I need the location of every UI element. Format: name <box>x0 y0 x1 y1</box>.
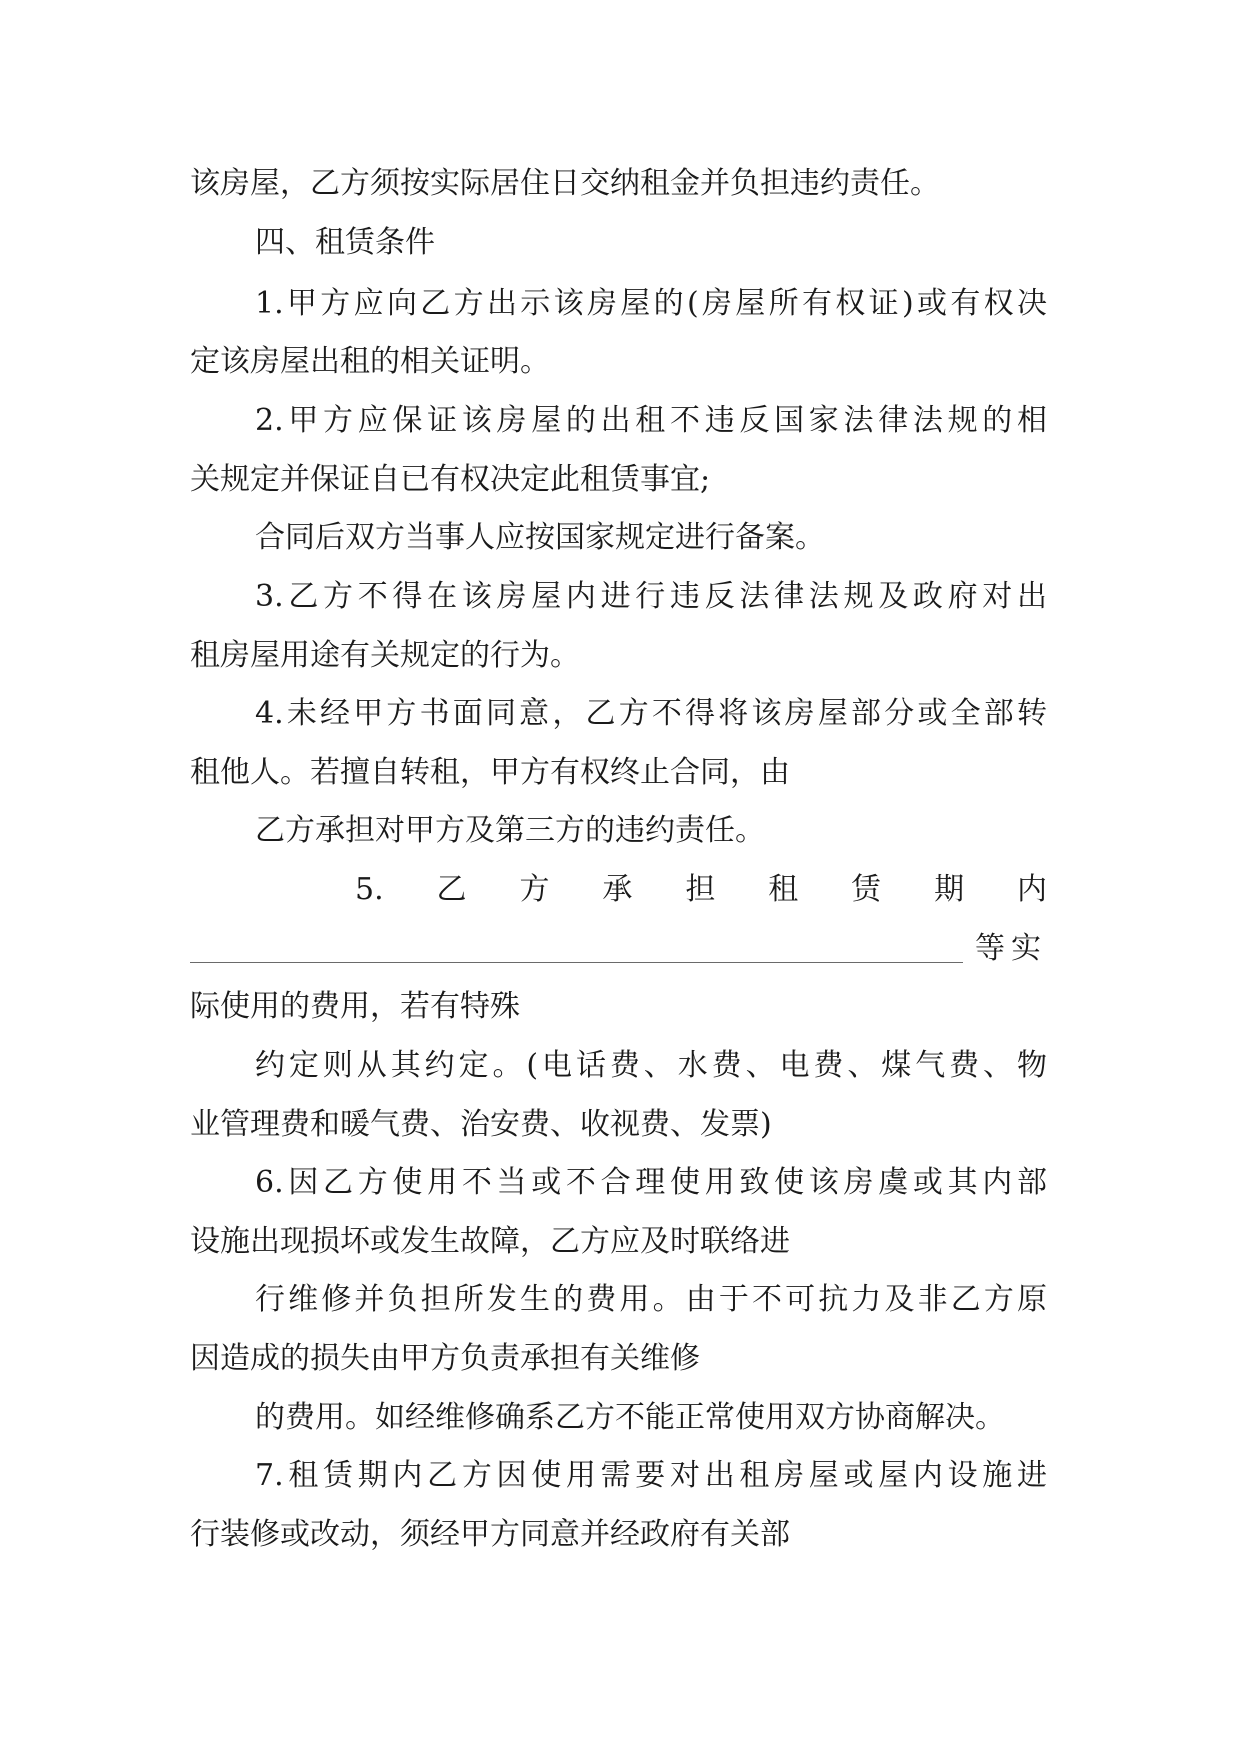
paragraph-line: 1.甲方应向乙方出示该房屋的(房屋所有权证)或有权决 <box>255 286 1047 321</box>
paragraph-line: 6.因乙方使用不当或不合理使用致使该房虞或其内部 <box>255 1165 1047 1200</box>
item-5-part: 乙 <box>436 872 467 907</box>
paragraph-line: 合同后双方当事人应按国家规定进行备案。 <box>255 520 825 555</box>
paragraph-line: 行维修并负担所发生的费用。由于不可抗力及非乙方原 <box>255 1282 1047 1317</box>
item-5-part: 承 <box>602 872 633 907</box>
item-5-part: 5. <box>355 872 384 907</box>
paragraph-line: 租他人。若擅自转租，甲方有权终止合同，由 <box>190 755 790 790</box>
paragraph-line: 业管理费和暖气费、治安费、收视费、发票) <box>190 1107 772 1142</box>
item-5-part: 担 <box>685 872 716 907</box>
fill-in-blank-line <box>190 938 963 963</box>
paragraph-line: 设施出现损坏或发生故障，乙方应及时联络进 <box>190 1224 790 1259</box>
paragraph-line: 乙方承担对甲方及第三方的违约责任。 <box>255 813 765 848</box>
paragraph-line: 际使用的费用，若有特殊 <box>190 989 520 1024</box>
paragraph-line: 7.租赁期内乙方因使用需要对出租房屋或屋内设施进 <box>255 1458 1047 1493</box>
paragraph-line: 行装修或改动，须经甲方同意并经政府有关部 <box>190 1517 790 1552</box>
item-5-part: 期 <box>934 872 965 907</box>
paragraph-line: 约定则从其约定。(电话费、水费、电费、煤气费、物 <box>255 1048 1047 1083</box>
paragraph-line: 该房屋，乙方须按实际居住日交纳租金并负担违约责任。 <box>190 166 940 201</box>
item-5-part: 方 <box>519 872 550 907</box>
paragraph-line: 因造成的损失由甲方负责承担有关维修 <box>190 1341 700 1376</box>
section-heading: 四、租赁条件 <box>255 225 435 260</box>
fill-in-blank-row <box>190 929 1047 969</box>
paragraph-line: 关规定并保证自已有权决定此租赁事宜; <box>190 462 711 497</box>
item-5-heading <box>355 870 1047 910</box>
paragraph-line: 3.乙方不得在该房屋内进行违反法律法规及政府对出 <box>255 579 1047 614</box>
paragraph-line: 租房屋用途有关规定的行为。 <box>190 638 580 673</box>
paragraph-line: 定该房屋出租的相关证明。 <box>190 344 550 379</box>
paragraph-line: 2.甲方应保证该房屋的出租不违反国家法律法规的相 <box>255 403 1047 438</box>
item-5-part: 赁 <box>851 872 882 907</box>
item-5-part: 内 <box>1017 872 1047 907</box>
paragraph-line: 的费用。如经维修确系乙方不能正常使用双方协商解决。 <box>255 1400 1005 1435</box>
blank-tail-text: 等实 <box>975 931 1047 966</box>
item-5-part: 租 <box>768 872 799 907</box>
paragraph-line: 4.未经甲方书面同意，乙方不得将该房屋部分或全部转 <box>255 696 1047 731</box>
